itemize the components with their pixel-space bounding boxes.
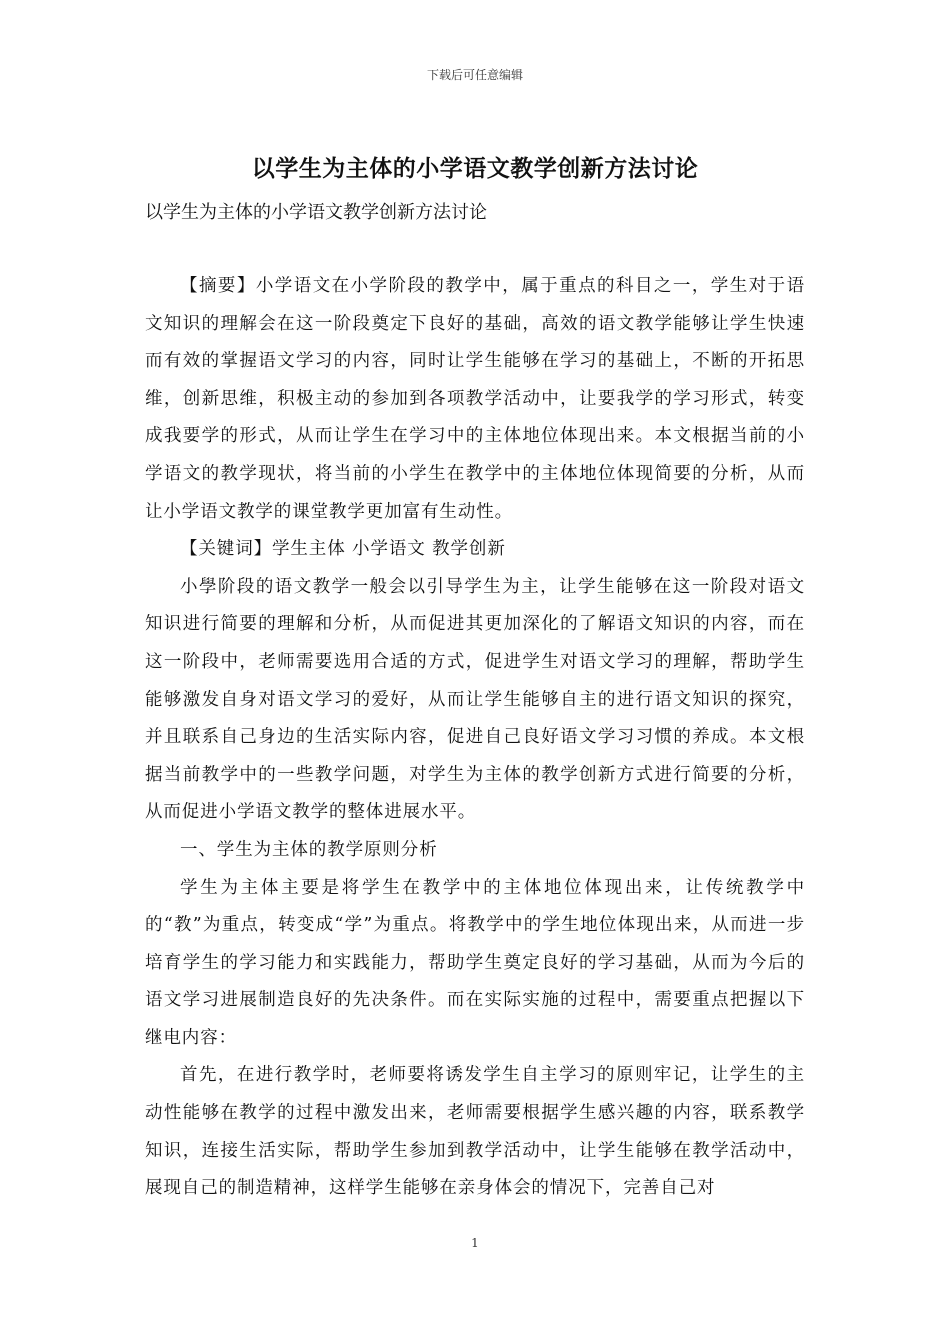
section-heading: 一、学生为主体的教学原则分析 [180, 839, 438, 860]
page-number: 1 [471, 1236, 479, 1250]
keywords-paragraph: 【关键词】学生主体 小学语文 教学创新 [180, 539, 506, 560]
abstract-paragraph: 【摘要】小学语文在小学阶段的教学中，属于重点的科目之一，学生对于语文知识的理解会在这一阶段奠定下良好的基础，高效的语文教学能够让学生快速而有效的掌握语文学习的内容，同时让学生能够在学习的基础上，不断的开拓思维，创新思维，积极主动的参加到各项教学活动中，让要我学的学习形式，转变成我要学的形式，从而让学生在学习中的主体地位体现出来。本文根据当前的小学语文的教学现状，将当前的小学生在教学中的主体地位体现简要的分析，从而让小学语文教学的课堂教学更加富有生动性。 [145, 276, 805, 522]
document-title: 以学生为主体的小学语文教学创新方法讨论 [251, 155, 699, 182]
body-paragraph: 首先，在进行教学时，老师要将诱发学生自主学习的原则牢记，让学生的主动性能够在教学的过程中激发出来，老师需要根据学生感兴趣的内容，联系教学知识，连接生活实际，帮助学生参加到教学活动中，让学生能够在教学活动中，展现自己的制造精神，这样学生能够在亲身体会的情况下，完善自己对 [145, 1065, 805, 1199]
intro-paragraph: 小學阶段的语文教学一般会以引导学生为主，让学生能够在这一阶段对语文知识进行简要的理解和分析，从而促进其更加深化的了解语文知识的内容，而在这一阶段中，老师需要选用合适的方式，促进学生对语文学习的理解，帮助学生能够激发自身对语文学习的爱好，从而让学生能够自主的进行语文知识的探究，并且联系自己身边的生活实际内容，促进自己良好语文学习习惯的养成。本文根据当前教学中的一些教学问题，对学生为主体的教学创新方式进行简要的分析，从而促进小学语文教学的整体进展水平。 [145, 576, 805, 823]
body-paragraph: 学生为主体主要是将学生在教学中的主体地位体现出来，让传统教学中的“教”为重点，转变成“学”为重点。将教学中的学生地位体现出来，从而进一步培育学生的学习能力和实践能力，帮助学生奠定良好的学习基础，从而为今后的语文学习进展制造良好的先决条件。而在实际实施的过程中，需要重点把握以下继电内容： [145, 877, 805, 1048]
document-subtitle: 以学生为主体的小学语文教学创新方法讨论 [145, 202, 487, 223]
document-body [145, 268, 805, 1208]
page-header: 下载后可任意编辑 [426, 68, 523, 82]
